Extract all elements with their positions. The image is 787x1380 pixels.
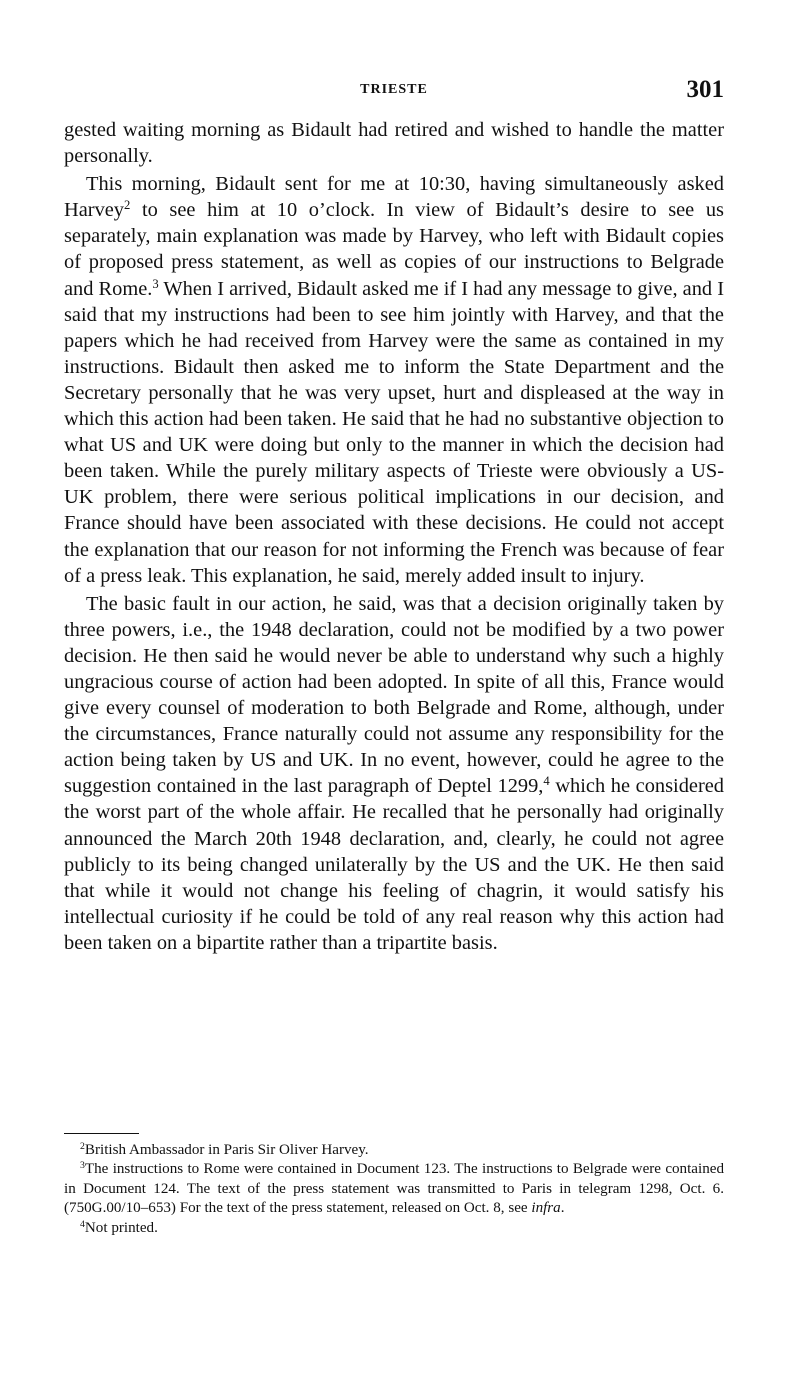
paragraph-2-text-a: This morning, Bidault sent for me at 10:30, having simultaneously asked Harvey [64, 173, 724, 222]
paragraph-continuation [64, 117, 724, 169]
page-number: 301 [686, 76, 724, 103]
footnote-2 [64, 1141, 724, 1160]
body-text [64, 117, 724, 956]
paragraph-2 [64, 171, 724, 589]
footnote-ref-4: 4 [543, 774, 550, 789]
paragraph-3-text-b: which he considered the worst part of the whole affair. He recalled that he personally had originally announced the March 20th 1948 declaration, and, clearly, he could not agree publicly to its being changed unilaterally by the US and the UK. He then said that while it would not change his feeling of chagrin, it would satisfy his intellectual curiosity if he could be told of any real reason why this action had been taken on a bipartite rather than a tripartite basis. [64, 775, 724, 954]
footnote-4 [64, 1219, 724, 1238]
footnotes [64, 1141, 724, 1238]
footnote-2-mark: 2 [80, 1141, 85, 1153]
footnote-3-text: The instructions to Rome were contained in Document 123. The instructions to Belgrade were contained in Document 124. The text of the press statement was transmitted to Paris in telegram 1298, Oct. 6. (750G.00/10–653) For the text of the press statement, released on Oct. 8, see [64, 1161, 724, 1217]
footnote-divider [64, 1133, 139, 1134]
running-head: TRIESTE [360, 82, 428, 97]
page-header [64, 76, 724, 108]
footnote-ref-3: 3 [152, 276, 159, 291]
paragraph-2-text-c: When I arrived, Bidault asked me if I had any message to give, and I said that my instructions had been to see him jointly with Harvey, and that the papers which he had received from Harvey were the same as contained in my instructions. Bidault then asked me to inform the State Department and the Secretary personally that he was very upset, hurt and displeased at the way in which this action had been taken. He said that he had no substantive objection to what US and UK were doing but only to the manner in which the decision had been taken. While the purely military aspects of Trieste were obviously a US-UK problem, there were serious political implications in our decision, and France should have been associated with these decisions. He could not accept the explanation that our reason for not informing the French was because of fear of a press leak. This explanation, he said, merely added insult to injury. [64, 277, 724, 587]
footnote-4-mark: 4 [80, 1218, 85, 1230]
paragraph-1-text: gested waiting morning as Bidault had retired and wished to handle the matter personally. [64, 119, 724, 168]
paragraph-2-text-b: to see him at 10 o’clock. In view of Bidault’s desire to see us separately, main explanation was made by Harvey, who left with Bidault copies of proposed press statement, as well as copies of our instructions to Belgrade and Rome. [64, 199, 724, 300]
footnote-3-end: . [560, 1200, 565, 1217]
footnote-ref-2: 2 [124, 198, 131, 213]
footnote-2-text: British Ambassador in Paris Sir Oliver Harvey. [84, 1142, 369, 1158]
footnote-3-italic: infra [531, 1200, 561, 1217]
footnote-4-text: Not printed. [84, 1219, 158, 1236]
paragraph-3 [64, 591, 724, 956]
paragraph-3-text-a: The basic fault in our action, he said, was that a decision originally taken by three powers, i.e., the 1948 declaration, could not be modified by a two power decision. He then said he would never be able to understand why such a highly ungracious course of action had been adopted. In spite of all this, France would give every counsel of moderation to both Belgrade and Rome, although, under the circumstances, France naturally could not assume any responsibility for the action being taken by US and UK. In no event, however, could he agree to the suggestion contained in the last paragraph of Deptel 1299, [64, 592, 724, 798]
footnote-3 [64, 1160, 724, 1218]
footnote-3-mark: 3 [80, 1160, 85, 1172]
